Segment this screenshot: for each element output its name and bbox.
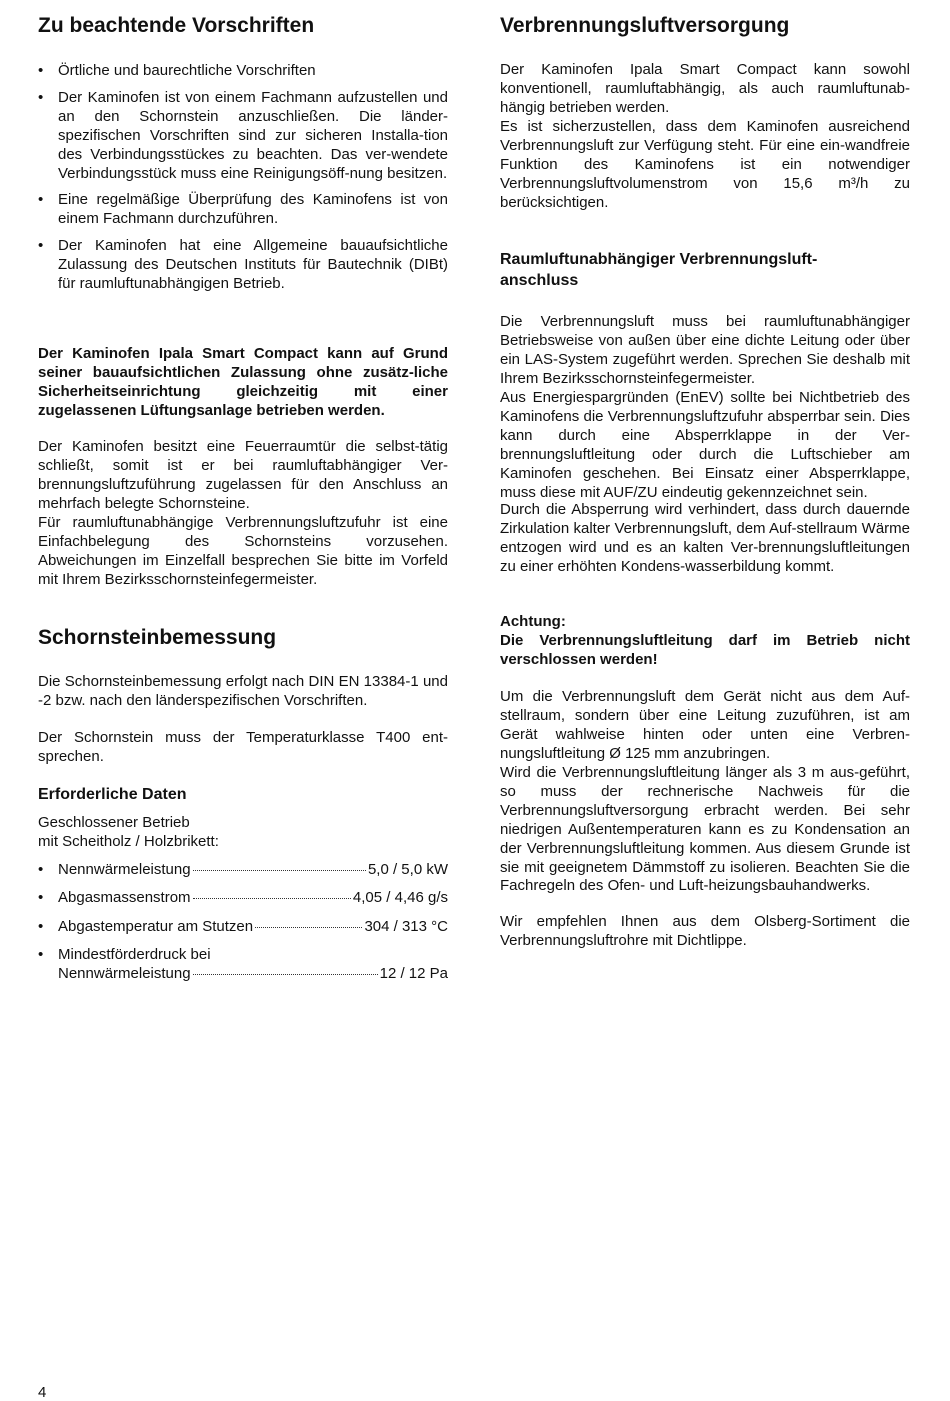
bold-note: Der Kaminofen Ipala Smart Compact kann auf Grund seiner bauaufsichtlichen Zulassung ohne zusätz-liche Sicherheitseinrichtung gleichzeitig mit einer zugelassenen Lüftungsanlage betrieben werden. <box>38 345 448 419</box>
paragraph: Wir empfehlen Ihnen aus dem Olsberg-Sortiment die Verbrennungsluftrohre mit Dichtlippe. <box>500 913 910 949</box>
spec-item <box>38 946 448 984</box>
heading-vorschriften: Zu beachtende Vorschriften <box>38 14 315 37</box>
paragraph: Der Kaminofen Ipala Smart Compact kann sowohl konventionell, raumluftabhängig, als auch raumluftunab-hängig betrieben werden. <box>500 61 910 116</box>
heading-versorgung: Verbrennungsluftversorgung <box>500 14 790 37</box>
spec-value: 4,05 / 4,46 g/s <box>352 889 448 907</box>
spec-value: 5,0 / 5,0 kW <box>367 861 448 878</box>
spec-label-line1: • Mindestförderdruck bei <box>58 946 211 964</box>
mode-line: Geschlossener Betrieb <box>38 814 190 831</box>
paragraph: Um die Verbrennungsluft dem Gerät nicht aus dem Auf-stellraum, sondern über eine Leitung zuzuführen, ist am Gerät wahlweise hinten oder unten eine Verbren-nungsluftleitung Ø 125 mm anzubringen. <box>500 688 910 762</box>
page-number: 4 <box>38 1384 47 1401</box>
heading-anschluss <box>500 249 817 291</box>
paragraph: Der Schornstein muss der Temperaturklasse T400 ent-sprechen. <box>38 729 448 765</box>
spec-item <box>38 861 448 880</box>
spec-label: • Abgasmassenstrom <box>58 889 191 907</box>
specs-list <box>38 861 448 984</box>
list-item: • Örtliche und baurechtliche Vorschriften <box>38 62 448 81</box>
mode-line: mit Scheitholz / Holzbrikett: <box>38 833 219 850</box>
paragraph: Wird die Verbrennungsluftleitung länger als 3 m aus-geführt, so muss der rechnerische Nachweis für die Verbrennungsluftversorgung erbracht werden. Bei sehr niedrigen Außentemperaturen kann es zu Kondensation an der Verbrennungsluftleitung kommen. Aus diesem Grunde ist sie mit geeignetem Dämmstoff zu isolieren. Beachten Sie die Fachregeln des Ofen- und Luft-heizungsbauhandwerks. <box>500 764 910 895</box>
list-item: • Der Kaminofen ist von einem Fachmann aufzustellen und an den Schornstein anzuschließen. Die länder-spezifischen Vorschriften sind zur sicheren Installa-tion des Verbindungsstückes zu beachten. Das ver-wendete Verbindungsstück muss eine Reinigungsöff-nung besitzen. <box>38 89 448 184</box>
spec-item <box>38 889 448 908</box>
paragraph: Aus Energiespargründen (EnEV) sollte bei Nichtbetrieb des Kaminofens die Verbrennungsluftzufuhr absperrbar sein. Dies kann durch eine Absperrklappe in der Ver-brennungsluftleitung oder durch die Luftschieber am Kaminofen geschehen. Bei Einsatz einer Absperrklappe, muss diese mit AUF/ZU eindeutig gekennzeichnet sein. <box>500 389 910 501</box>
vorschriften-list <box>38 62 448 302</box>
spec-item <box>38 918 448 937</box>
list-item: • Eine regelmäßige Überprüfung des Kaminofens ist von einem Fachmann durchzuführen. <box>38 191 448 229</box>
paragraph: Die Verbrennungsluft muss bei raumluftunabhängiger Betriebsweise von außen über eine dichte Leitung oder über ein LAS-System zugeführt werden. Sprechen Sie deshalb mit Ihrem Bezirksschornsteinfegermeister. <box>500 313 910 387</box>
achtung-text: Die Verbrennungsluftleitung darf im Betrieb nicht verschlossen werden! <box>500 632 910 668</box>
paragraph: Der Kaminofen besitzt eine Feuerraumtür die selbst-tätig schließt, somit ist er bei raumluftabhängiger Ver-brennungsluftzuführung zugelassen für den Anschluss an mehrfach belegte Schornsteine. <box>38 438 448 512</box>
spec-value: 304 / 313 °C <box>364 917 448 935</box>
paragraph: Für raumluftunabhängige Verbrennungsluftzufuhr ist eine Einfachbelegung des Schornsteins vorzusehen. Abweichungen im Einzelfall besprechen Sie bitte im Vorfeld mit Ihrem Bezirksschornsteinfegermeister. <box>38 514 448 588</box>
leader-dots <box>193 870 366 871</box>
paragraph: Durch die Absperrung wird verhindert, dass durch dauernde Zirkulation kalter Verbrennungsluft, dem Auf-stellraum Wärme entzogen wird und es an kalten Ver-brennungsluftleitungen zu einer erhöhten Kondens-wasserbildung kommt. <box>500 501 910 575</box>
heading-anschluss-line1: Raumluftunabhängiger Verbrennungsluft- <box>500 251 818 268</box>
leader-dots <box>193 898 351 899</box>
heading-schornstein: Schornsteinbemessung <box>38 626 277 649</box>
leader-dots <box>193 974 378 975</box>
paragraph: Es ist sicherzustellen, dass dem Kaminofen ausreichend Verbrennungsluft zur Verfügung steht. Für eine ein-wandfreie Funktion des Kaminofens ist ein notwendiger Verbrennungsluftvolumenstrom von 15,6 m³/h zu berücksichtigen. <box>500 118 910 211</box>
spec-label: Nennwärmeleistung <box>58 965 191 983</box>
list-item: • Der Kaminofen hat eine Allgemeine bauaufsichtliche Zulassung des Deutschen Instituts für Bautechnik (DIBt) für raumluftunabhängigen Betrieb. <box>38 237 448 294</box>
spec-label: • Abgastemperatur am Stutzen <box>58 917 254 935</box>
subheading-daten: Erforderliche Daten <box>38 786 187 803</box>
heading-anschluss-line2: anschluss <box>500 272 579 289</box>
leader-dots <box>255 927 362 928</box>
achtung-label: Achtung: <box>500 613 566 630</box>
spec-value: 12 / 12 Pa <box>379 965 448 983</box>
paragraph: Die Schornsteinbemessung erfolgt nach DIN EN 13384-1 und -2 bzw. nach den länderspezifischen Vorschriften. <box>38 673 448 709</box>
spec-label: • Nennwärmeleistung <box>58 861 191 878</box>
